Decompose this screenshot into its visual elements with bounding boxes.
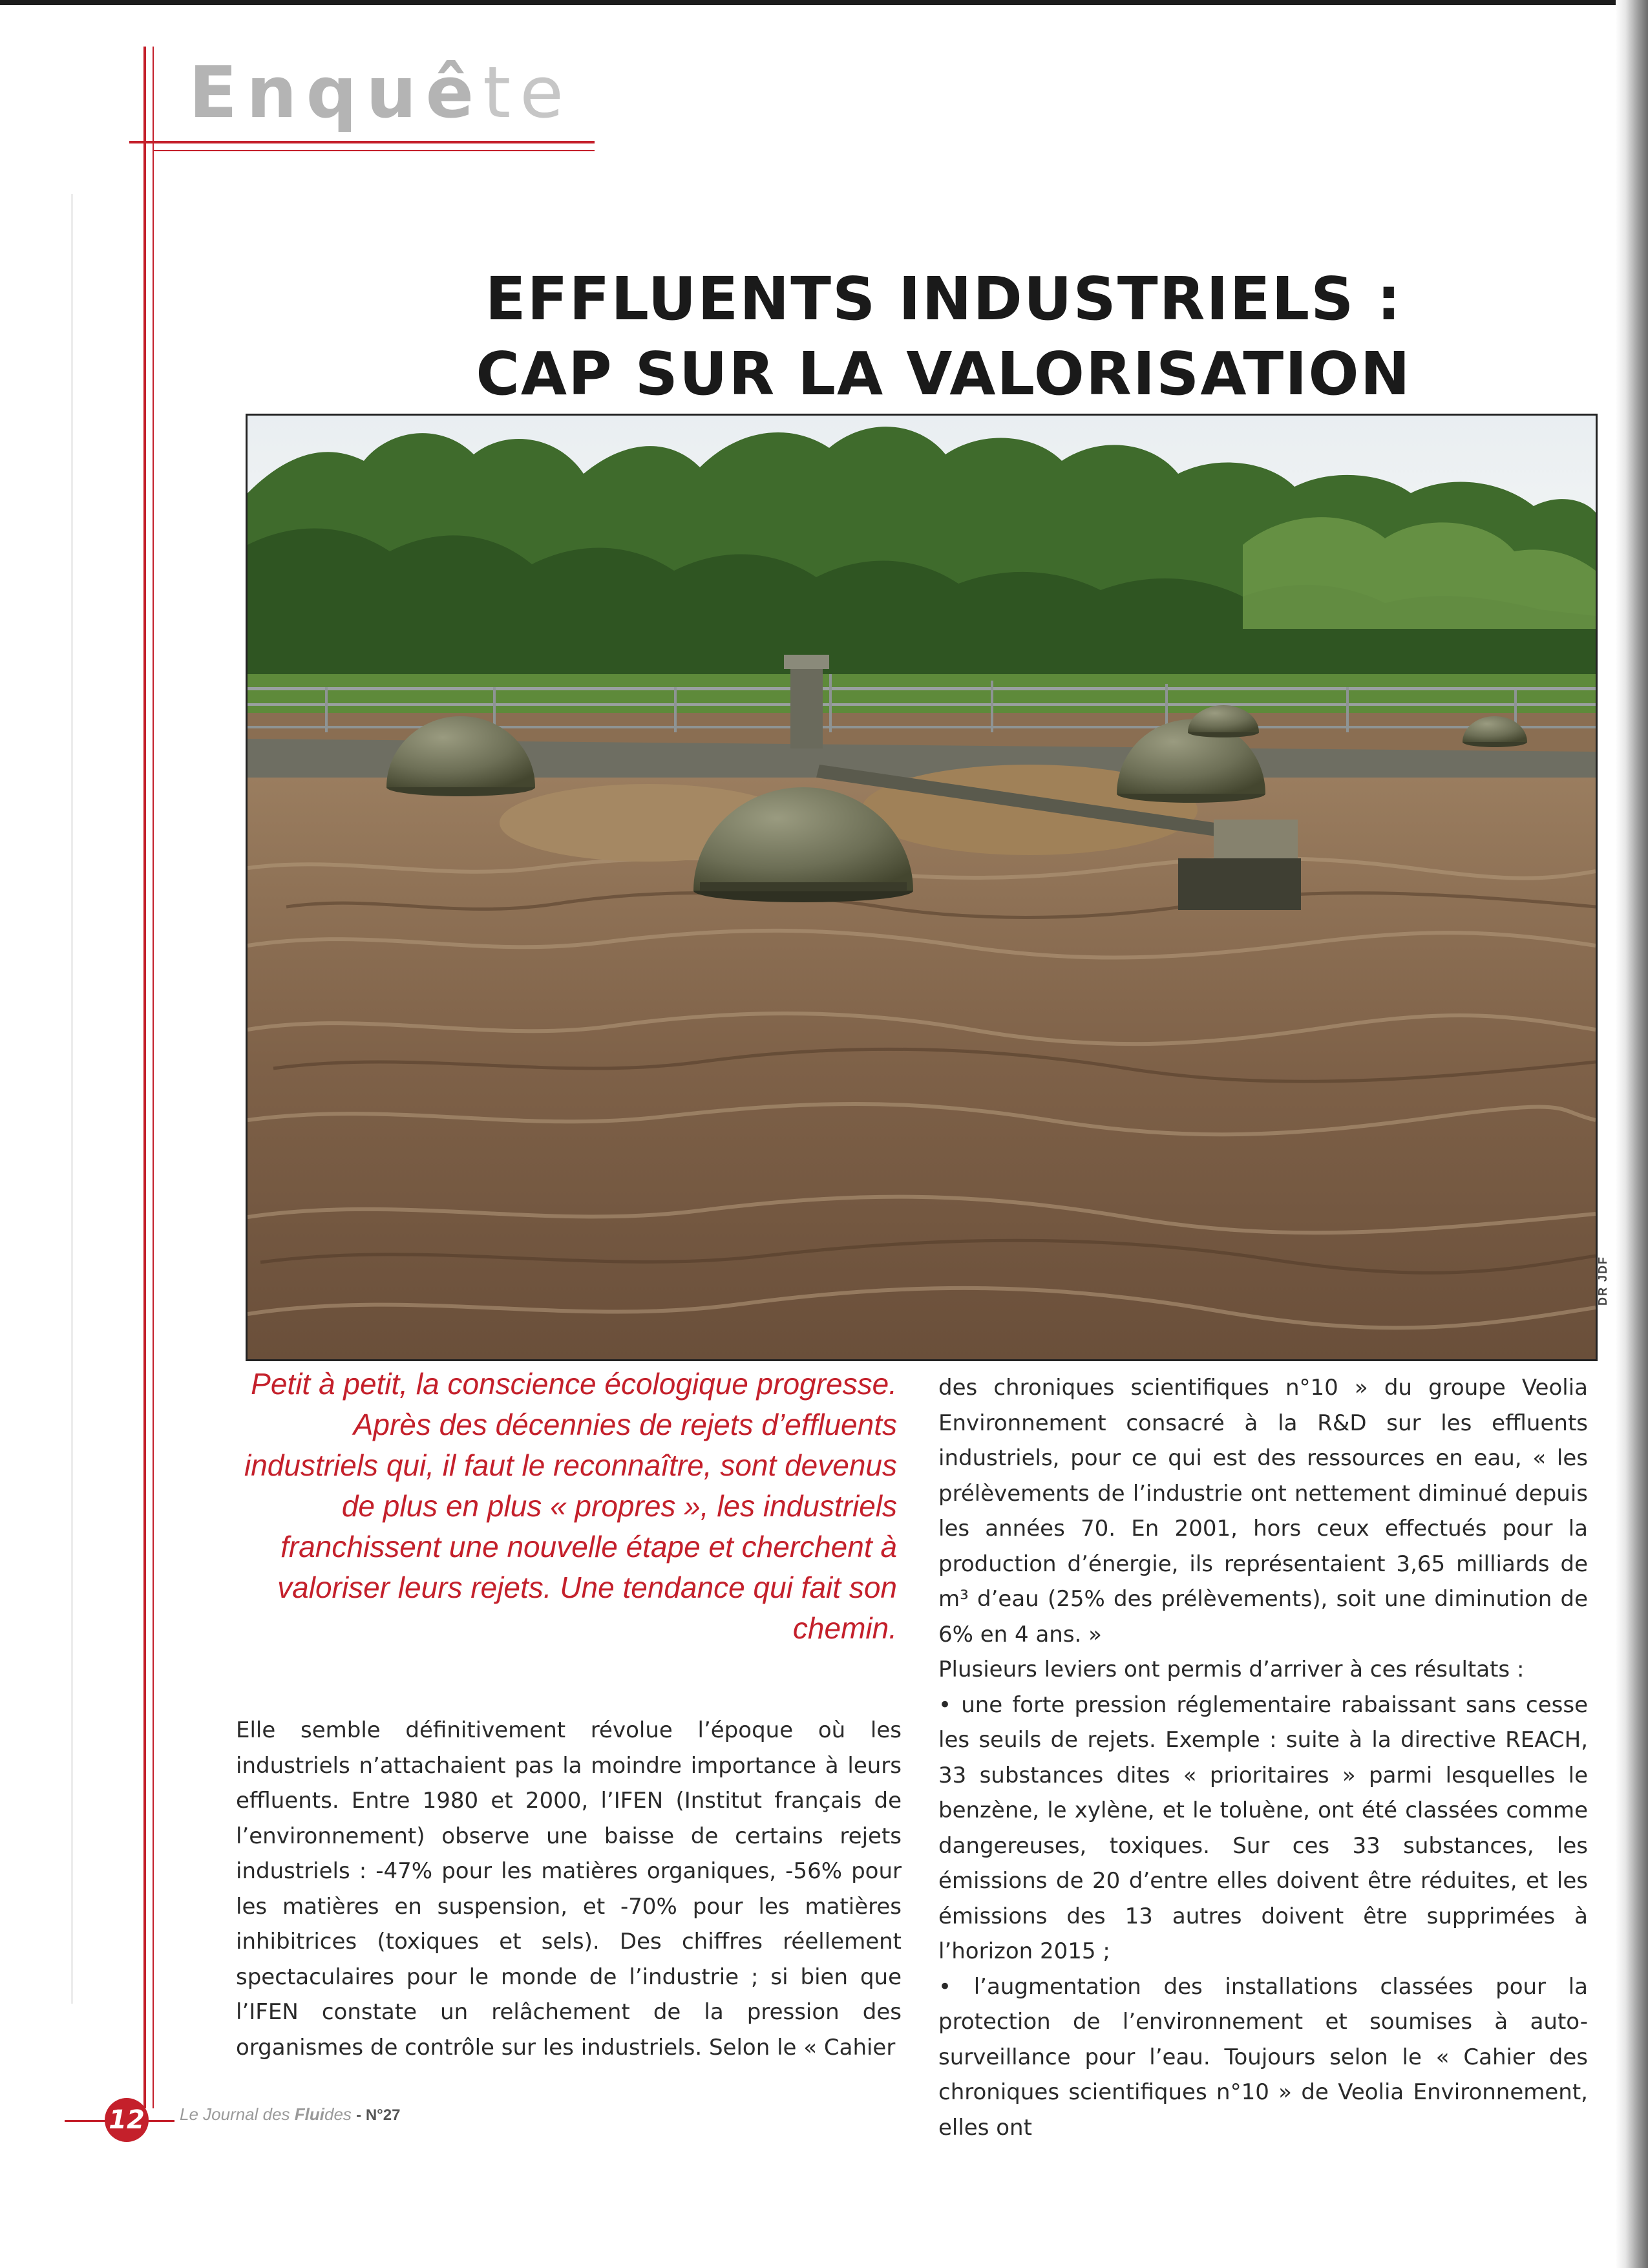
body-bullet: • l’augmentation des installations classées pour la protection de l’environnement et soumises à auto-surveillance pour l’eau. Toujours selon le « Cahier des chroniques scientifiques n°10 » de Veolia Environnement, elles ont (938, 1973, 1588, 2141)
body-paragraph: Elle semble définitivement révolue l’époque où les industriels n’attachaient pas la moindre importance à leurs effluents. Entre 1980 et 2000, l’IFEN (Institut français de l’environnement) observe une baisse de certains rejets industriels : -47% pour les matières organiques, -56% pour les matières en suspension, et -70% pour les matières inhibitrices (toxiques et sels). Des chiffres réellement spectaculaires pour le monde de l’industrie ; si bien que l’IFEN constate un relâchement de la pression des organismes de contrôle sur les industriels. Selon le « Cahier (236, 1717, 902, 2061)
article-lead: Petit à petit, la conscience écologique progresse. Après des décennies de rejets d’effluents industriels qui, il faut le reconnaître, sont devenus de plus en plus « propres », les industriels franchissent une nouvelle étape et cherchent à valoriser leurs rejets. Une tendance qui fait son chemin. (244, 1367, 897, 1645)
scan-top-edge (0, 0, 1648, 5)
scan-shadow-line (71, 194, 73, 2004)
section-label-main: Enquê (189, 51, 483, 134)
body-column-right (938, 1370, 1588, 2145)
margin-rule-red (143, 47, 146, 2108)
body-paragraph: des chroniques scientifiques n°10 » du groupe Veolia Environnement consacré à la R&D sur les effluents industriels, pour ce qui est des ressources en eau, « les prélèvements de l’industrie ont nettement diminué depuis les années 70. En 2001, hors ceux effectués pour la production d’énergie, ils représentaient 3,65 milliards de m³ d’eau (25% des prélèvements), soit une diminution de 6% en 4 ans. » (938, 1375, 1588, 1648)
headline-line-2: CAP SUR LA VALORISATION (476, 339, 1411, 408)
section-underline (129, 141, 595, 143)
body-paragraph: Plusieurs leviers ont permis d’arriver à ces résultats : (938, 1657, 1525, 1682)
journal-name-suffix: des (324, 2104, 352, 2124)
issue-number: - N°27 (356, 2106, 401, 2124)
page-number: 12 (109, 2105, 145, 2135)
section-label (189, 51, 573, 134)
binding-shadow (1616, 0, 1648, 2268)
journal-name-prefix: Le Journal des (180, 2104, 295, 2124)
body-bullet: • une forte pression réglementaire rabaissant sans cesse les seuils de rejets. Exemple : suite à la directive REACH, 33 substances dites « prioritaires » parmi lesquelles le benzène, le xylène, et le toluène, ont été classées comme dangereuses, toxiques. Sur ces 33 substances, les émissions de 20 d’entre elles doivent être réduites, et les émissions des 13 autres doivent être supprimées à l’horizon 2015 ; (938, 1691, 1588, 1964)
margin-rule-red-thin (153, 47, 154, 2108)
section-label-tail: te (483, 51, 573, 134)
journal-name-bold: Flui (294, 2104, 325, 2124)
body-column-left (236, 1713, 902, 2065)
article-headline (362, 262, 1525, 412)
treatment-basin-illustration (248, 416, 1596, 1359)
journal-footer (180, 2104, 400, 2125)
headline-line-1: EFFLUENTS INDUSTRIELS : (485, 264, 1402, 334)
section-underline-thin (153, 150, 595, 151)
article-photo (246, 414, 1598, 1361)
photo-credit: DR JDF (1596, 1255, 1609, 1306)
